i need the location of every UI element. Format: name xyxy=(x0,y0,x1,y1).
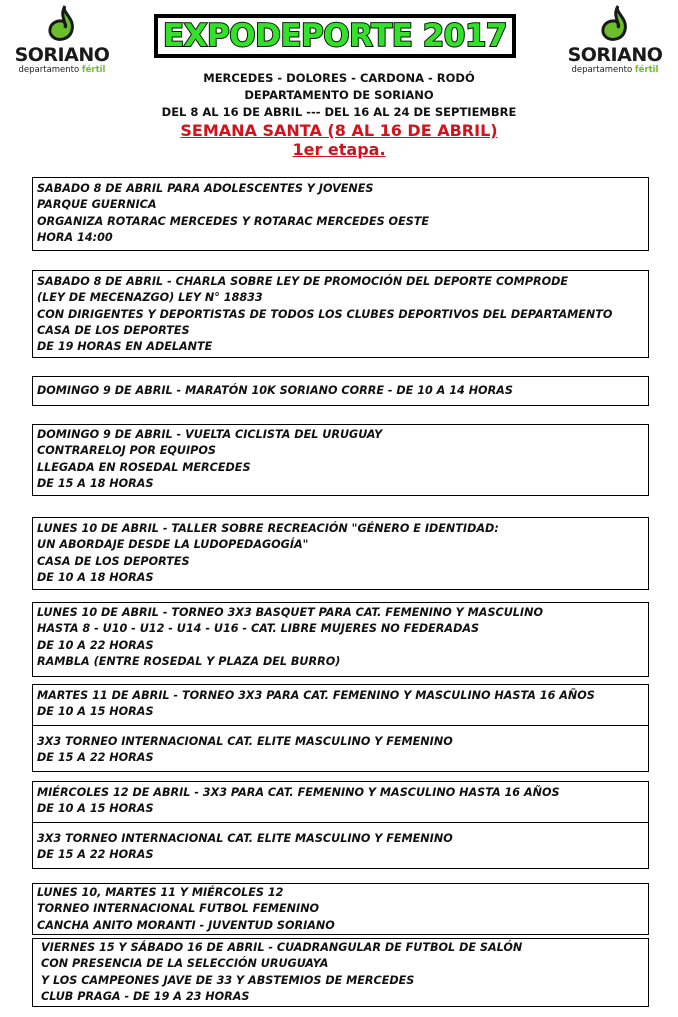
header-info xyxy=(0,70,678,159)
event-line: DE 10 A 22 HORAS xyxy=(37,638,154,652)
sprout-icon xyxy=(598,4,632,44)
event-segment xyxy=(33,725,648,773)
event-line: (LEY DE MECENAZGO) LEY N° 18833 xyxy=(37,291,263,305)
event-segment xyxy=(33,685,648,725)
event-line: HORA 14:00 xyxy=(37,230,113,244)
event-box xyxy=(32,270,649,358)
event-line: 3X3 TORNEO INTERNACIONAL CAT. ELITE MASCULINO Y FEMENINO xyxy=(37,832,453,845)
logo-subtitle-prefix: departamento xyxy=(571,65,635,75)
event-line: UN ABORDAJE DESDE LA LUDOPEDAGOGÍA" xyxy=(37,538,309,552)
event-line: DE 10 A 15 HORAS xyxy=(37,802,154,816)
event-line: MARTES 11 DE ABRIL - TORNEO 3X3 PARA CAT. FEMENINO Y MASCULINO HASTA 16 AÑOS xyxy=(37,689,595,702)
title-banner xyxy=(154,14,516,58)
event-line: TORNEO INTERNACIONAL FUTBOL FEMENINO xyxy=(37,902,320,916)
event-box xyxy=(32,883,649,935)
event-line: LUNES 10 DE ABRIL - TORNEO 3X3 BASQUET PARA CAT. FEMENINO Y MASCULINO xyxy=(37,606,543,619)
event-line: ORGANIZA ROTARAC MERCEDES Y ROTARAC MERCEDES OESTE xyxy=(37,214,430,228)
sprout-icon xyxy=(45,4,79,44)
event-box xyxy=(32,376,649,406)
event-box xyxy=(32,424,649,496)
event-line: CON PRESENCIA DE LA SELECCIÓN URUGUAYA xyxy=(41,957,329,971)
event-line: RAMBLA (ENTRE ROSEDAL Y PLAZA DEL BURRO) xyxy=(37,654,341,668)
event-box xyxy=(32,938,649,1007)
event-line: DOMINGO 9 DE ABRIL - MARATÓN 10K SORIANO CORRE - DE 10 A 14 HORAS xyxy=(37,384,513,397)
event-line: CASA DE LOS DEPORTES xyxy=(37,554,190,568)
logo-subtitle-prefix: departamento xyxy=(18,65,82,75)
event-line: HASTA 8 - U10 - U12 - U14 - U16 - CAT. LIBRE MUJERES NO FEDERADAS xyxy=(37,622,480,636)
event-line: VIERNES 15 Y SÁBADO 16 DE ABRIL - CUADRANGULAR DE FUTBOL DE SALÓN xyxy=(41,941,523,954)
event-line: DOMINGO 9 DE ABRIL - VUELTA CICLISTA DEL URUGUAY xyxy=(37,428,383,441)
logo-brand: SORIANO xyxy=(14,44,110,66)
event-line: DE 19 HORAS EN ADELANTE xyxy=(37,340,213,354)
event-line: DE 10 A 15 HORAS xyxy=(37,705,154,719)
logo-subtitle-highlight: fértil xyxy=(634,65,659,75)
event-line: DE 15 A 18 HORAS xyxy=(37,476,154,490)
event-line: Y LOS CAMPEONES JAVE DE 33 Y ABSTEMIOS DE MERCEDES xyxy=(41,973,415,987)
event-line: CASA DE LOS DEPORTES xyxy=(37,323,190,337)
highlight-stage: 1er etapa. xyxy=(292,140,386,159)
event-line: SABADO 8 DE ABRIL PARA ADOLESCENTES Y JOVENES xyxy=(37,182,374,195)
event-line: MIÉRCOLES 12 DE ABRIL - 3X3 PARA CAT. FEMENINO Y MASCULINO HASTA 16 AÑOS xyxy=(37,786,560,799)
event-line: DE 15 A 22 HORAS xyxy=(37,848,154,862)
header-department: DEPARTAMENTO DE SORIANO xyxy=(244,88,434,102)
event-line: LUNES 10, MARTES 11 Y MIÉRCOLES 12 xyxy=(37,886,284,899)
event-line: LUNES 10 DE ABRIL - TALLER SOBRE RECREACIÓN "GÉNERO E IDENTIDAD: xyxy=(37,522,499,535)
event-line: DE 10 A 18 HORAS xyxy=(37,570,154,584)
header-dates: DEL 8 AL 16 DE ABRIL --- DEL 16 AL 24 DE SEPTIEMBRE xyxy=(161,105,517,119)
event-line: CON DIRIGENTES Y DEPORTISTAS DE TODOS LOS CLUBES DEPORTIVOS DEL DEPARTAMENTO xyxy=(37,307,613,321)
event-box xyxy=(32,177,649,251)
event-segment xyxy=(33,822,648,870)
logo-brand: SORIANO xyxy=(567,44,663,66)
event-box xyxy=(32,602,649,677)
event-line: 3X3 TORNEO INTERNACIONAL CAT. ELITE MASCULINO Y FEMENINO xyxy=(37,735,453,748)
event-line: LLEGADA EN ROSEDAL MERCEDES xyxy=(37,460,251,474)
event-line: PARQUE GUERNICA xyxy=(37,198,157,212)
event-line: DE 15 A 22 HORAS xyxy=(37,751,154,765)
event-box xyxy=(32,517,649,590)
logo-subtitle-highlight: fértil xyxy=(81,65,106,75)
event-line: CANCHA ANITO MORANTI - JUVENTUD SORIANO xyxy=(37,918,335,932)
page-title: EXPODEPORTE 2017 xyxy=(162,18,507,54)
event-box xyxy=(32,684,649,772)
event-line: CLUB PRAGA - DE 19 A 23 HORAS xyxy=(41,989,250,1003)
event-segment xyxy=(33,782,648,822)
event-line: CONTRARELOJ POR EQUIPOS xyxy=(37,444,216,458)
header-cities: MERCEDES - DOLORES - CARDONA - RODÓ xyxy=(203,71,475,85)
event-line: SABADO 8 DE ABRIL - CHARLA SOBRE LEY DE PROMOCIÓN DEL DEPORTE COMPRODE xyxy=(37,275,569,288)
event-box xyxy=(32,781,649,869)
highlight-week: SEMANA SANTA (8 AL 16 DE ABRIL) xyxy=(180,121,498,140)
